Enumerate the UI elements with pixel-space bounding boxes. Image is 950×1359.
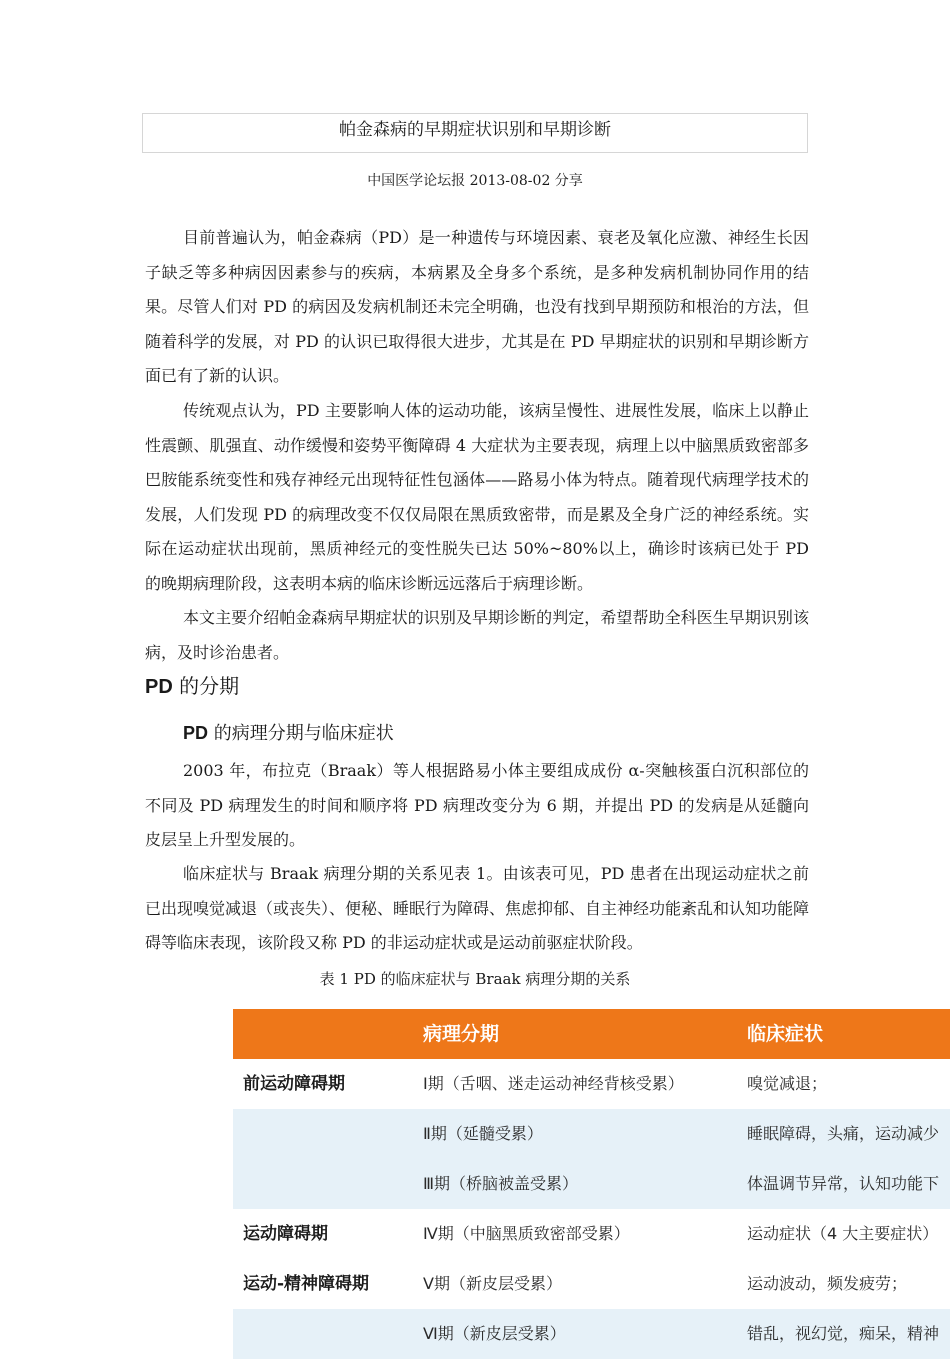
table-row [233,1159,950,1209]
table-cell-symptoms: 体温调节异常，认知功能下 [747,1174,940,1193]
table-cell-stage: Ⅴ期（新皮层受累） [423,1274,562,1293]
table-cell-stage: Ⅵ期（新皮层受累） [423,1324,566,1343]
article-title: 帕金森病的早期症状识别和早期诊断 [339,120,611,140]
table-cell-group: 前运动障碍期 [243,1074,345,1094]
table-header-stage: 病理分期 [423,1023,500,1045]
table-cell-symptoms: 运动症状（4 大主要症状） [747,1224,939,1243]
table-header-row [233,1009,950,1059]
table-header-symptoms: 临床症状 [747,1023,824,1045]
table-cell-symptoms: 睡眠障碍，头痛，运动减少 [747,1124,940,1143]
table-cell-stage: Ⅱ期（延髓受累） [423,1124,543,1143]
table-cell-group: 运动-精神障碍期 [243,1274,370,1294]
intro-paragraph-2: 传统观点认为，PD 主要影响人体的运动功能，该病呈慢性、进展性发展，临床上以静止性震颤、肌强直、动作缓慢和姿势平衡障碍 4 大症状为主要表现，病理上以中脑黑质致密部多巴胺能系统变性和残存神经元出现特征性包涵体——路易小体为特点。随着现代病理学技术的发展，人们发现 PD 的病理改变不仅仅局限在黑质致密带，而是累及全身广泛的神经系统。实际在运动症状出现前，黑质神经元的变性脱失已达 50%~80%以上，确诊时该病已处于 PD 的晚期病理阶段，这表明本病的临床诊断远远落后于病理诊断。 [145,401,809,593]
section-heading-rest: 的分期 [172,674,240,698]
stage-symptom-table [233,1009,950,1359]
body-paragraph-table-ref: 临床症状与 Braak 病理分期的关系见表 1。由该表可见，PD 患者在出现运动症状之前已出现嗅觉减退（或丧失）、便秘、睡眠行为障碍、焦虑抑郁、自主神经功能紊乱和认知功能障碍等临床表现，该阶段又称 PD 的非运动症状或是运动前驱症状阶段。 [145,864,810,952]
section-heading [145,671,239,702]
article-source-line: 中国医学论坛报 2013-08-02 分享 [367,173,583,189]
intro-paragraph-3: 本文主要介绍帕金森病早期症状的识别及早期诊断的判定，希望帮助全科医生早期识别该病，及时诊治患者。 [145,608,809,662]
table-caption: 表 1 PD 的临床症状与 Braak 病理分期的关系 [319,970,631,988]
table-row [233,1259,950,1309]
body-paragraph-braak: 2003 年，布拉克（Braak）等人根据路易小体主要组成成份 α-突触核蛋白沉积部位的不同及 PD 病理发生的时间和顺序将 PD 病理改变分为 6 期，并提出 PD 的发病是从延髓向皮层呈上升型发展的。 [145,761,809,849]
table-cell-stage: Ⅰ期（舌咽、迷走运动神经背核受累） [423,1074,684,1093]
table-cell-stage: Ⅲ期（桥脑被盖受累） [423,1174,579,1193]
table-cell-symptoms: 运动波动，频发疲劳； [747,1274,908,1293]
table-cell-symptoms: 错乱，视幻觉，痴呆，精神 [747,1324,940,1343]
table-row [233,1059,950,1109]
table-cell-stage: Ⅳ期（中脑黑质致密部受累） [423,1224,630,1243]
subsection-heading-bold: PD [183,723,209,743]
subsection-heading-rest: 的病理分期与临床症状 [208,723,394,744]
section-heading-bold: PD [145,676,173,698]
table-row [233,1309,950,1359]
table-cell-symptoms: 嗅觉减退； [747,1074,828,1093]
intro-paragraph-1: 目前普遍认为，帕金森病（PD）是一种遗传与环境因素、衰老及氧化应激、神经生长因子缺乏等多种病因因素参与的疾病，本病累及全身多个系统，是多种发病机制协同作用的结果。尽管人们对 PD 的病因及发病机制还未完全明确，也没有找到早期预防和根治的方法，但随着科学的发展，对 PD 的认识已取得很大进步，尤其是在 PD 早期症状的识别和早期诊断方面已有了新的认识。 [145,228,809,385]
table-row [233,1209,950,1259]
table-row [233,1109,950,1159]
article-title-box [142,113,808,153]
table-cell-group: 运动障碍期 [243,1224,328,1244]
subsection-heading [183,719,394,748]
